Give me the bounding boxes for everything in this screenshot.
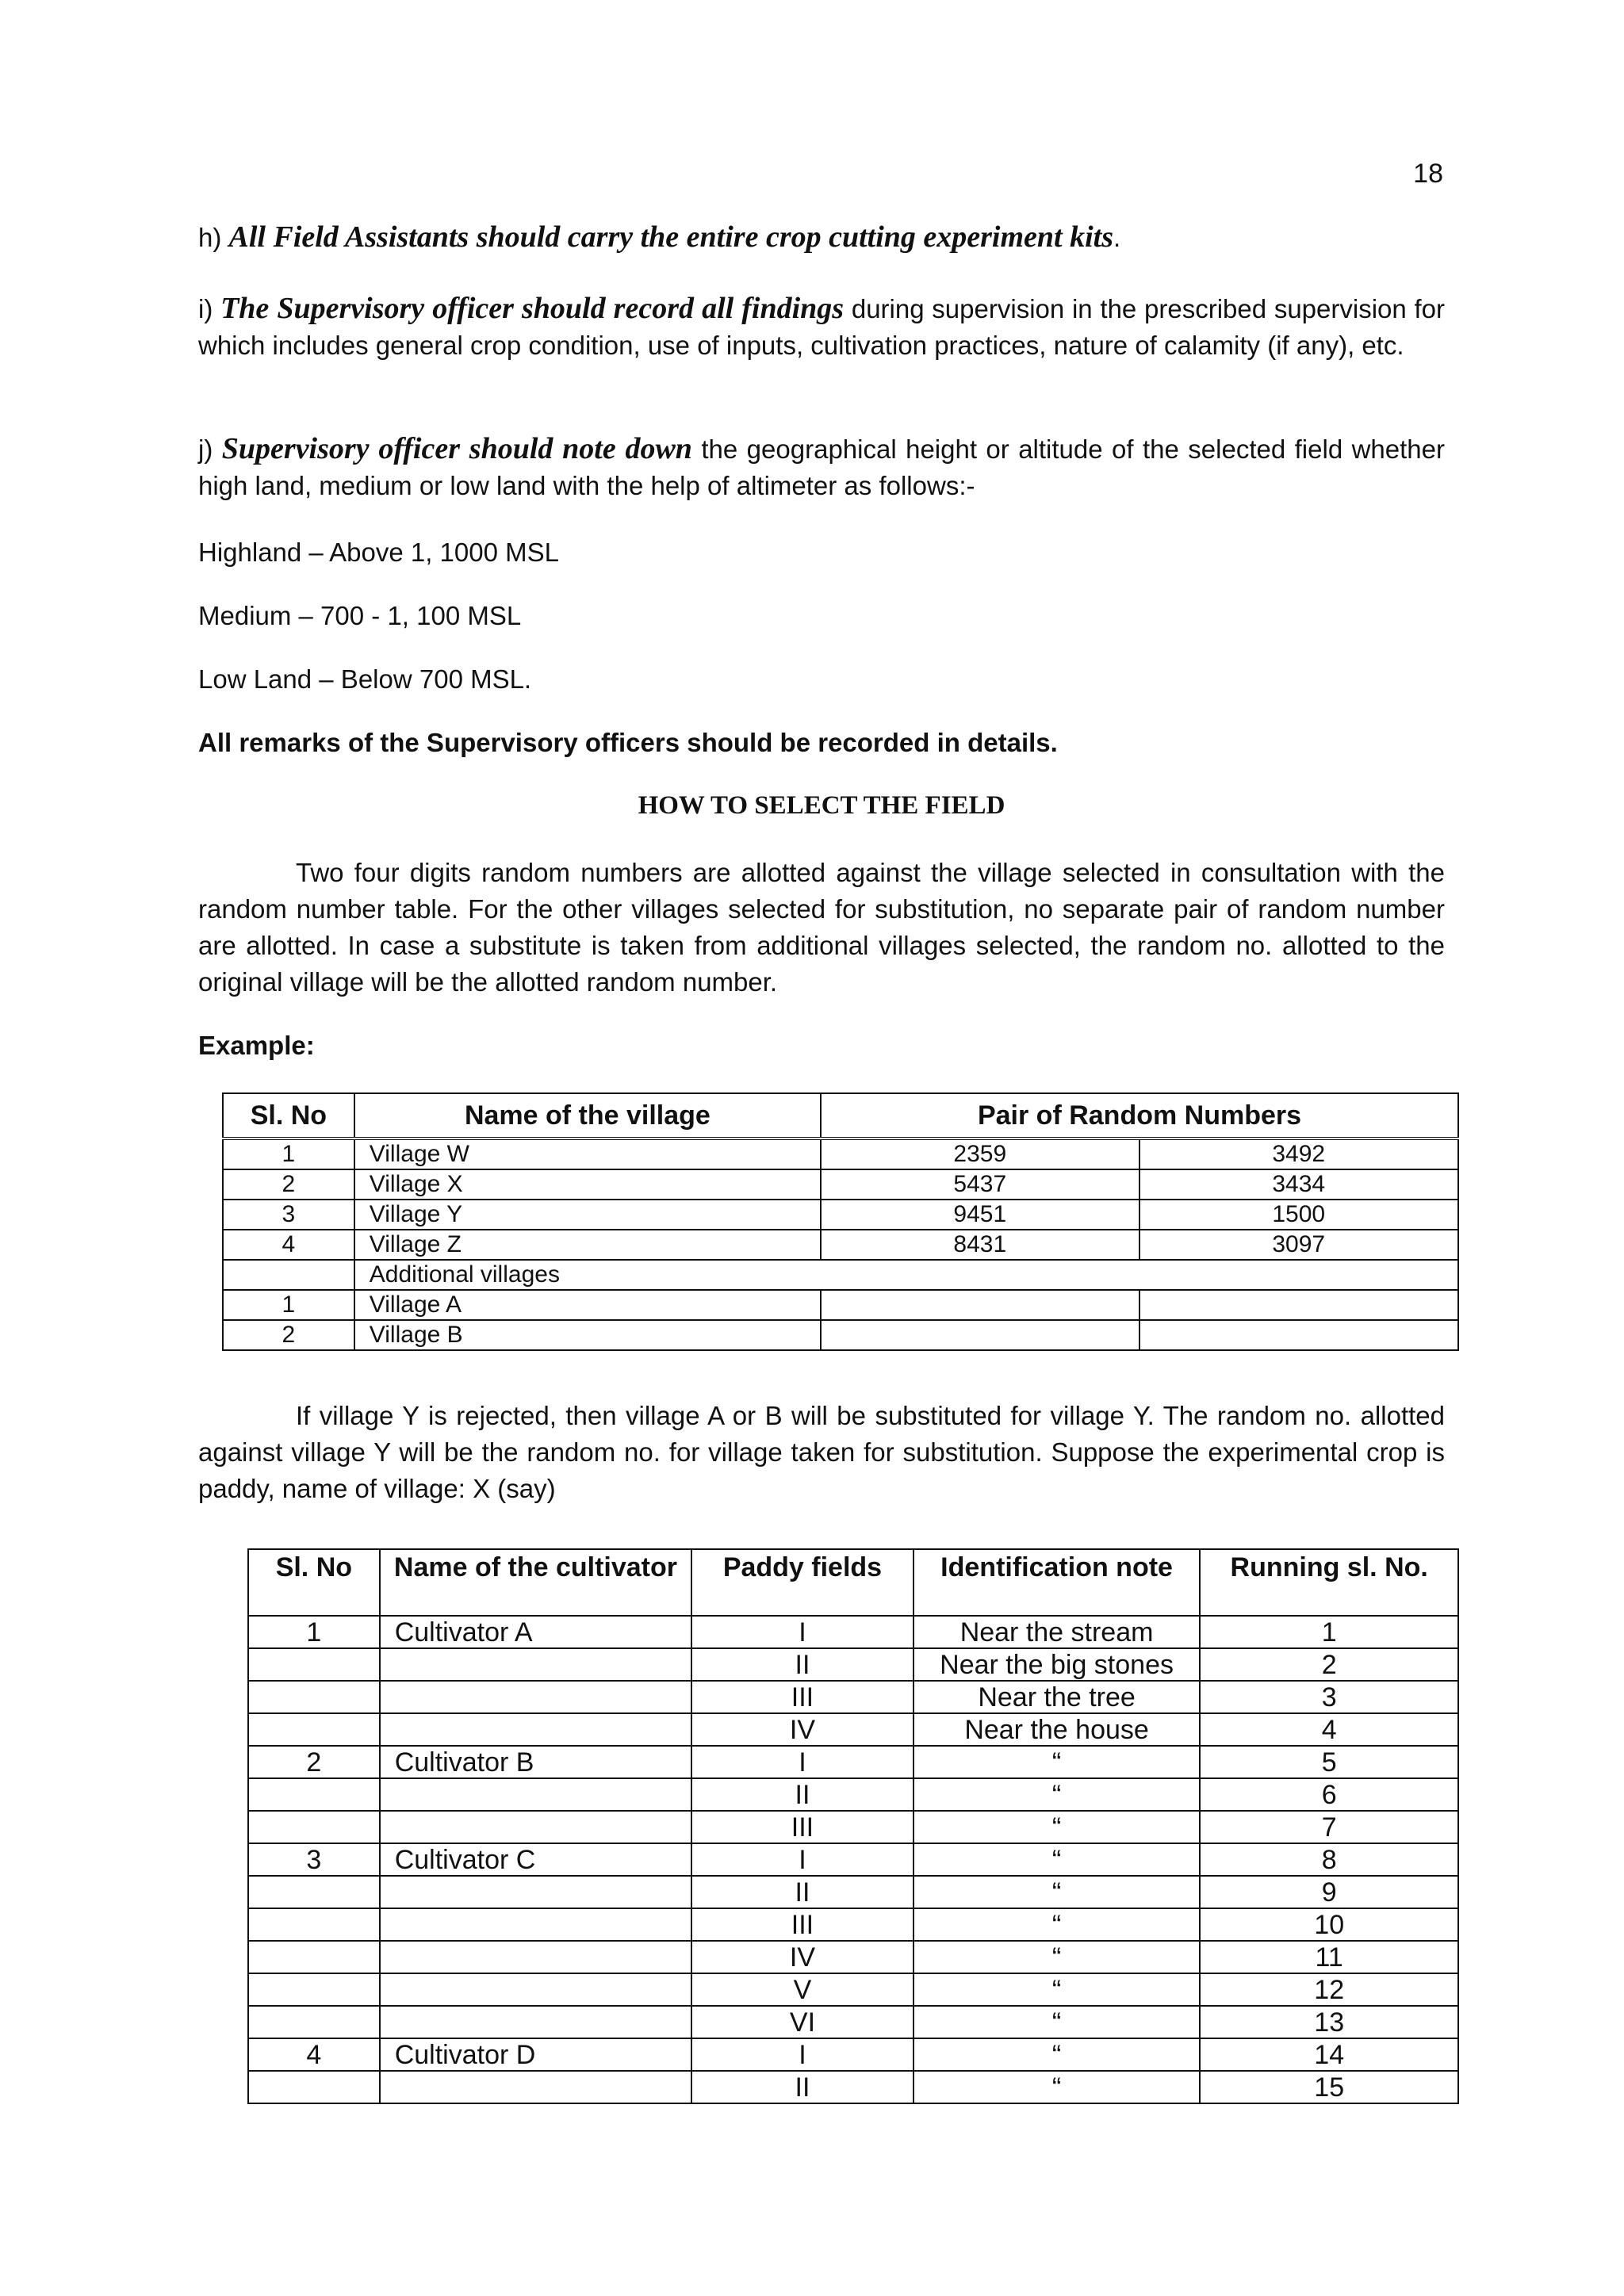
table-row: [248, 1941, 1458, 1973]
cell-cultivator: [380, 1941, 691, 1973]
cell-paddy-field: III: [691, 1811, 914, 1843]
header-random-pair: Pair of Random Numbers: [821, 1093, 1458, 1138]
table-header-row: [248, 1549, 1458, 1616]
table-row: [248, 1778, 1458, 1811]
cell-identification-note: Near the stream: [914, 1616, 1201, 1648]
cell-running-sl-no: 6: [1200, 1778, 1458, 1811]
cell-identification-note: “: [914, 1941, 1201, 1973]
cell-identification-note: “: [914, 2071, 1201, 2103]
cell-sl: 1: [223, 1138, 354, 1169]
cell-running-sl-no: 5: [1200, 1746, 1458, 1778]
item-h-letter: h): [198, 223, 222, 252]
cell-paddy-field: II: [691, 2071, 914, 2103]
cell-village: Village Y: [354, 1200, 821, 1230]
cell-paddy-field: IV: [691, 1713, 914, 1746]
cell-village: Village W: [354, 1138, 821, 1169]
item-h: [198, 219, 1445, 256]
cell-sl: 2: [223, 1320, 354, 1350]
item-i-letter: i): [198, 294, 213, 323]
cell-sl: [248, 1941, 380, 1973]
table-row: [248, 1811, 1458, 1843]
cell-running-sl-no: 12: [1200, 1973, 1458, 2006]
cell-random-2: 3492: [1139, 1138, 1459, 1169]
cell-sl: 4: [248, 2038, 380, 2071]
cell-running-sl-no: 4: [1200, 1713, 1458, 1746]
cell-random-2: 1500: [1139, 1200, 1459, 1230]
cell-paddy-field: I: [691, 1616, 914, 1648]
cell-running-sl-no: 9: [1200, 1876, 1458, 1908]
table-row: [223, 1138, 1458, 1169]
paddy-fields-table: [247, 1548, 1459, 2104]
substitution-paragraph: If village Y is rejected, then village A or B will be substituted for village Y. The random no. allotted against village Y will be the random no. for village taken for substitution. Suppose the experimental crop is paddy, name of village: X (say): [198, 1401, 1445, 1503]
cell-identification-note: “: [914, 1973, 1201, 2006]
cell-identification-note: “: [914, 1876, 1201, 1908]
item-j-rest: the geographical height or altitude of the selected field whether high land, medium or low land with the help of altimeter as follows:-: [198, 434, 1446, 500]
cell-random-2: [1139, 1320, 1459, 1350]
item-i-emphasis: The Supervisory officer should record all findings: [220, 292, 845, 325]
cell-paddy-field: III: [691, 1681, 914, 1713]
table-row: [248, 1648, 1458, 1681]
table-row: [248, 1908, 1458, 1941]
cell-paddy-field: I: [691, 1746, 914, 1778]
cell-cultivator: [380, 1876, 691, 1908]
header-identification-note: Identification note: [914, 1549, 1201, 1616]
altitude-lowland: Low Land – Below 700 MSL.: [198, 664, 532, 694]
table-row: [248, 1713, 1458, 1746]
cell-identification-note: “: [914, 2038, 1201, 2071]
cell-sl: 4: [223, 1230, 354, 1260]
cell-cultivator: Cultivator A: [380, 1616, 691, 1648]
cell-sl: 3: [223, 1200, 354, 1230]
cell-running-sl-no: 14: [1200, 2038, 1458, 2071]
cell-paddy-field: III: [691, 1908, 914, 1941]
cell-random-2: 3097: [1139, 1230, 1459, 1260]
cell-sl: 2: [248, 1746, 380, 1778]
example-label: Example:: [198, 1031, 315, 1060]
cell-random-1: 9451: [821, 1200, 1139, 1230]
table-row: [223, 1169, 1458, 1200]
paddy-fields-table-body: [248, 1616, 1458, 2103]
cell-identification-note: “: [914, 1843, 1201, 1876]
cell-paddy-field: II: [691, 1778, 914, 1811]
cell-running-sl-no: 1: [1200, 1616, 1458, 1648]
cell-paddy-field: II: [691, 1648, 914, 1681]
cell-cultivator: [380, 2006, 691, 2038]
table-row: [248, 1616, 1458, 1648]
cell-sl: [248, 1681, 380, 1713]
table-row: [248, 2071, 1458, 2103]
cell-cultivator: [380, 1648, 691, 1681]
cell-cultivator: [380, 1778, 691, 1811]
cell-sl: [248, 1811, 380, 1843]
cell-cultivator: Cultivator B: [380, 1746, 691, 1778]
cell-identification-note: Near the big stones: [914, 1648, 1201, 1681]
item-i: [198, 290, 1445, 364]
header-village-name: Name of the village: [354, 1093, 821, 1138]
cell-cultivator: Cultivator C: [380, 1843, 691, 1876]
header-cultivator-name: Name of the cultivator: [380, 1549, 691, 1616]
header-running-sl-no: Running sl. No.: [1200, 1549, 1458, 1616]
cell-additional-villages: Additional villages: [354, 1260, 1458, 1290]
intro-paragraph: Two four digits random numbers are allotted against the village selected in consultation with the random number table. For the other villages selected for substitution, no separate pair of random number are allotted. In case a substitute is taken from additional villages selected, the random no. allotted to the original village will be the allotted random number.: [198, 858, 1445, 997]
cell-running-sl-no: 10: [1200, 1908, 1458, 1941]
cell-random-1: [821, 1320, 1139, 1350]
cell-sl: 1: [223, 1290, 354, 1320]
item-i-rest: during supervision in the prescribed supervision for which includes general crop condition, use of inputs, cultivation practices, nature of calamity (if any), etc.: [198, 294, 1446, 360]
cell-running-sl-no: 7: [1200, 1811, 1458, 1843]
section-heading: HOW TO SELECT THE FIELD: [638, 791, 1005, 820]
altitude-medium: Medium – 700 - 1, 100 MSL: [198, 601, 522, 630]
cell-cultivator: Cultivator D: [380, 2038, 691, 2071]
item-h-emphasis: All Field Assistants should carry the entire crop cutting experiment kits: [228, 220, 1114, 254]
cell-sl: [248, 2006, 380, 2038]
table-row: [223, 1320, 1458, 1350]
cell-identification-note: Near the house: [914, 1713, 1201, 1746]
table-row: [223, 1230, 1458, 1260]
cell-village: Village B: [354, 1320, 821, 1350]
header-paddy-fields: Paddy fields: [691, 1549, 914, 1616]
item-j-emphasis: Supervisory officer should note down: [221, 432, 692, 465]
cell-random-1: 5437: [821, 1169, 1139, 1200]
cell-paddy-field: IV: [691, 1941, 914, 1973]
cell-paddy-field: I: [691, 2038, 914, 2071]
cell-identification-note: “: [914, 2006, 1201, 2038]
cell-sl: [248, 1908, 380, 1941]
cell-running-sl-no: 11: [1200, 1941, 1458, 1973]
cell-cultivator: [380, 1973, 691, 2006]
item-j: [198, 430, 1445, 504]
table-row: [248, 1876, 1458, 1908]
table-row: [223, 1200, 1458, 1230]
cell-paddy-field: I: [691, 1843, 914, 1876]
cell-random-2: 3434: [1139, 1169, 1459, 1200]
cell-cultivator: [380, 1713, 691, 1746]
altitude-highland: Highland – Above 1, 1000 MSL: [198, 538, 559, 567]
cell-random-1: 2359: [821, 1138, 1139, 1169]
cell-sl: [248, 2071, 380, 2103]
remarks-note: All remarks of the Supervisory officers should be recorded in details.: [198, 728, 1058, 757]
cell-identification-note: “: [914, 1778, 1201, 1811]
cell-sl: [248, 1713, 380, 1746]
cell-running-sl-no: 8: [1200, 1843, 1458, 1876]
cell-running-sl-no: 2: [1200, 1648, 1458, 1681]
cell-paddy-field: VI: [691, 2006, 914, 2038]
table-row: [248, 1843, 1458, 1876]
item-j-letter: j): [198, 434, 213, 464]
cell-cultivator: [380, 1811, 691, 1843]
cell-random-1: [821, 1290, 1139, 1320]
cell-identification-note: “: [914, 1746, 1201, 1778]
table-row-additional-label: [223, 1260, 1458, 1290]
page-number: 18: [1413, 159, 1443, 189]
cell-sl: 3: [248, 1843, 380, 1876]
cell-paddy-field: II: [691, 1876, 914, 1908]
cell-random-1: 8431: [821, 1230, 1139, 1260]
table-row: [248, 1681, 1458, 1713]
table-row: [248, 1746, 1458, 1778]
cell-village: Village X: [354, 1169, 821, 1200]
cell-running-sl-no: 15: [1200, 2071, 1458, 2103]
table-row: [223, 1290, 1458, 1320]
cell-running-sl-no: 3: [1200, 1681, 1458, 1713]
cell-identification-note: Near the tree: [914, 1681, 1201, 1713]
cell-sl: 1: [248, 1616, 380, 1648]
cell-village: Village Z: [354, 1230, 821, 1260]
cell-sl: [248, 1648, 380, 1681]
table-header-row: [223, 1093, 1458, 1138]
cell-cultivator: [380, 1908, 691, 1941]
table-row: [248, 1973, 1458, 2006]
table-row: [248, 2006, 1458, 2038]
cell-sl: [248, 1778, 380, 1811]
cell-running-sl-no: 13: [1200, 2006, 1458, 2038]
cell-village: Village A: [354, 1290, 821, 1320]
header-sl-no: Sl. No: [223, 1093, 354, 1138]
random-numbers-table: [222, 1093, 1459, 1351]
cell-sl: [248, 1973, 380, 2006]
cell-cultivator: [380, 1681, 691, 1713]
cell-sl: [223, 1260, 354, 1290]
cell-paddy-field: V: [691, 1973, 914, 2006]
cell-sl: [248, 1876, 380, 1908]
cell-identification-note: “: [914, 1811, 1201, 1843]
cell-cultivator: [380, 2071, 691, 2103]
cell-random-2: [1139, 1290, 1459, 1320]
table-row: [248, 2038, 1458, 2071]
cell-identification-note: “: [914, 1908, 1201, 1941]
cell-sl: 2: [223, 1169, 354, 1200]
header-sl-no: Sl. No: [248, 1549, 380, 1616]
item-h-rest: .: [1113, 223, 1121, 252]
